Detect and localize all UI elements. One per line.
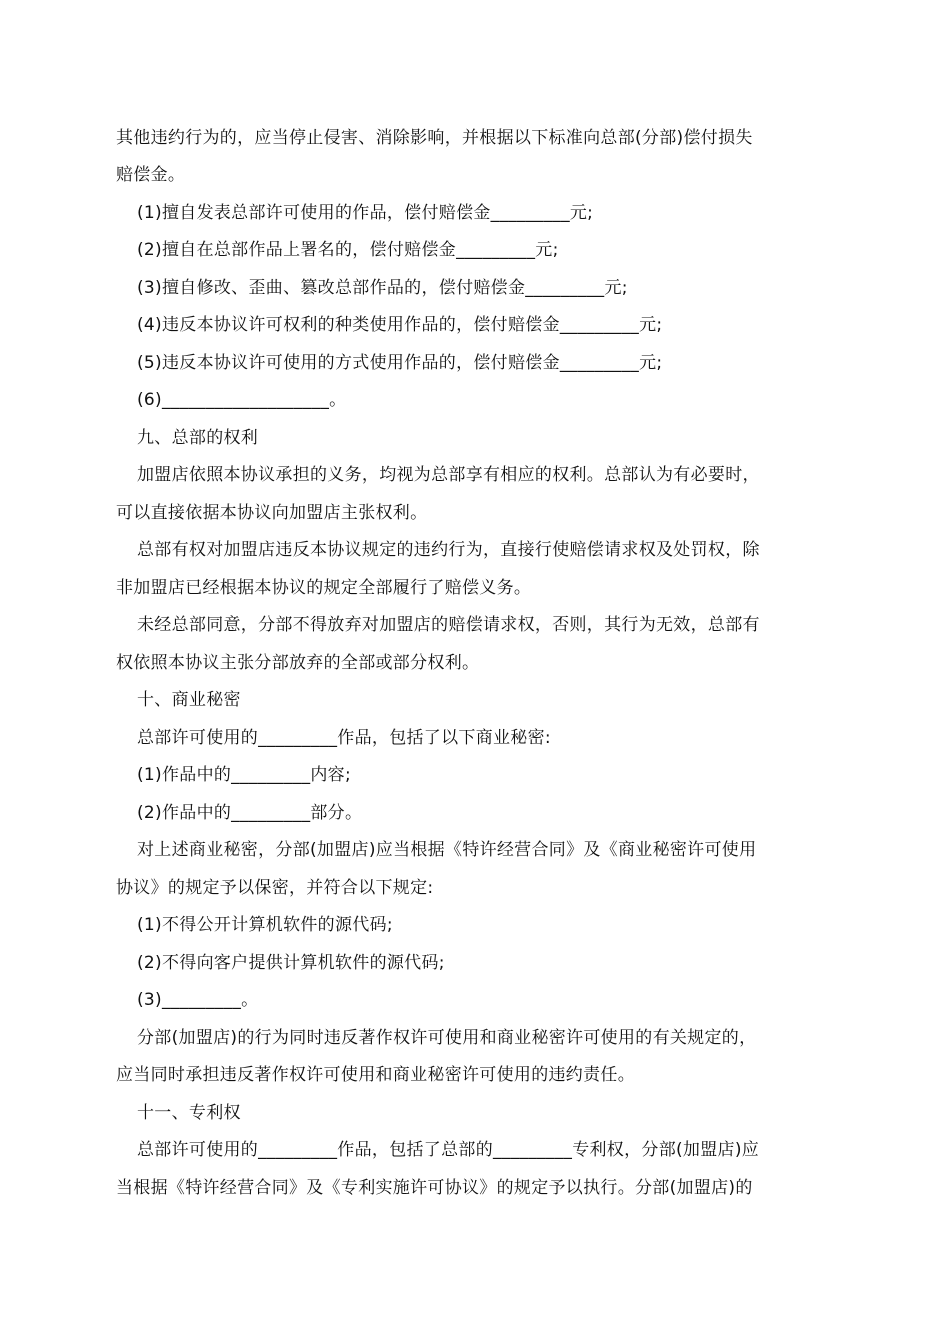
list-item: (2)作品中的_________部分。 (137, 803, 363, 823)
list-item: (4)违反本协议许可权利的种类使用作品的，偿付赔偿金_________元; (137, 315, 663, 335)
list-item: (3)_________。 (137, 990, 259, 1010)
list-item: (2)不得向客户提供计算机软件的源代码; (137, 953, 445, 973)
paragraph-line: 未经总部同意，分部不得放弃对加盟店的赔偿请求权，否则，其行为无效，总部有 (137, 615, 760, 635)
list-item: (2)擅自在总部作品上署名的，偿付赔偿金_________元; (137, 240, 559, 260)
paragraph-line: 权依照本协议主张分部放弃的全部或部分权利。 (116, 653, 480, 673)
paragraph-line: 其他违约行为的，应当停止侵害、消除影响，并根据以下标准向总部(分部)偿付损失 (116, 128, 753, 148)
list-item: (1)不得公开计算机软件的源代码; (137, 915, 393, 935)
paragraph-line: 总部许可使用的_________作品，包括了以下商业秘密: (137, 728, 551, 748)
paragraph-line: 协议》的规定予以保密，并符合以下规定: (116, 878, 434, 898)
paragraph-line: 对上述商业秘密，分部(加盟店)应当根据《特许经营合同》及《商业秘密许可使用 (137, 840, 757, 860)
paragraph-line: 总部许可使用的_________作品，包括了总部的_________专利权，分部(加盟店)应 (137, 1140, 760, 1160)
section-heading: 十一、专利权 (137, 1103, 241, 1123)
paragraph-line: 可以直接依据本协议向加盟店主张权利。 (116, 503, 428, 523)
list-item: (1)作品中的_________内容; (137, 765, 352, 785)
paragraph-line: 应当同时承担违反著作权许可使用和商业秘密许可使用的违约责任。 (116, 1065, 635, 1085)
list-item: (6)___________________。 (137, 390, 347, 410)
section-heading: 十、商业秘密 (137, 690, 241, 710)
paragraph-line: 分部(加盟店)的行为同时违反著作权许可使用和商业秘密许可使用的有关规定的， (137, 1028, 757, 1048)
paragraph-line: 当根据《特许经营合同》及《专利实施许可协议》的规定予以执行。分部(加盟店)的 (116, 1178, 753, 1198)
paragraph-line: 赔偿金。 (116, 165, 186, 185)
list-item: (5)违反本协议许可使用的方式使用作品的，偿付赔偿金_________元; (137, 353, 663, 373)
section-heading: 九、总部的权利 (137, 428, 259, 448)
paragraph-line: 加盟店依照本协议承担的义务，均视为总部享有相应的权利。总部认为有必要时， (137, 465, 760, 485)
paragraph-line: 非加盟店已经根据本协议的规定全部履行了赔偿义务。 (116, 578, 532, 598)
list-item: (1)擅自发表总部许可使用的作品，偿付赔偿金_________元; (137, 203, 594, 223)
paragraph-line: 总部有权对加盟店违反本协议规定的违约行为，直接行使赔偿请求权及处罚权，除 (137, 540, 760, 560)
list-item: (3)擅自修改、歪曲、篡改总部作品的，偿付赔偿金_________元; (137, 278, 628, 298)
